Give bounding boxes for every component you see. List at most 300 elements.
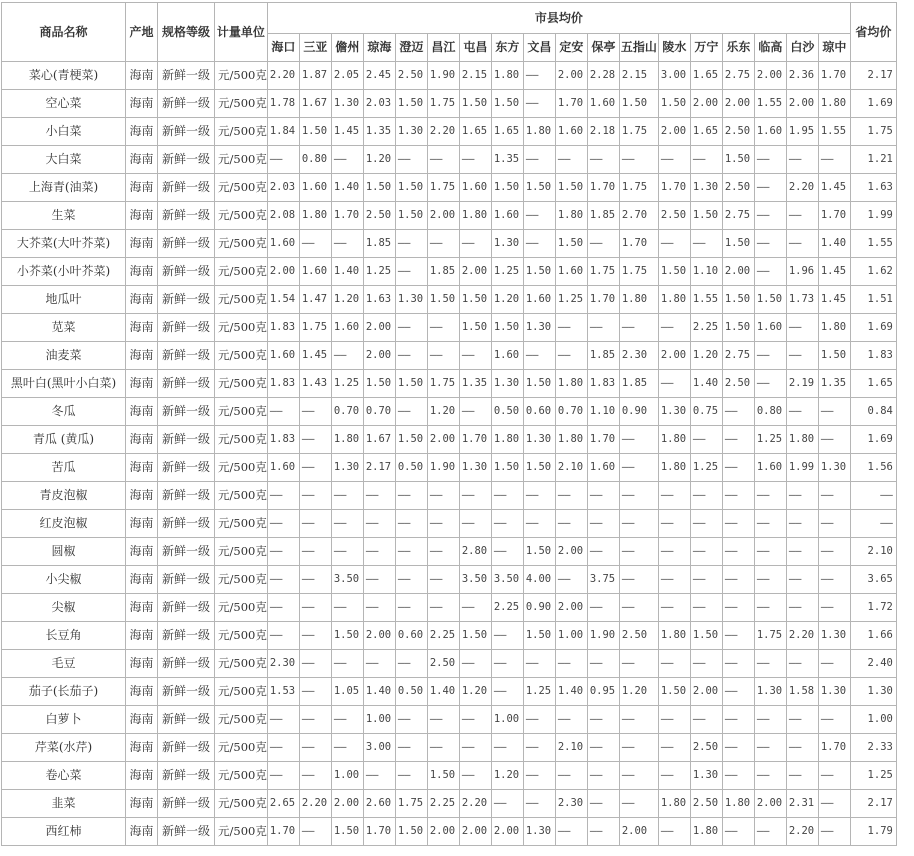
city-price-cell: —— — [299, 594, 331, 622]
city-price-cell: 1.65 — [491, 118, 523, 146]
header-origin: 产地 — [126, 3, 158, 62]
city-price-cell: 1.40 — [331, 174, 363, 202]
city-price-cell: —— — [722, 706, 754, 734]
city-price-cell: —— — [267, 594, 299, 622]
product-name-cell: 小尖椒 — [2, 566, 126, 594]
product-name-cell: 芹菜(水芹) — [2, 734, 126, 762]
city-price-cell: 2.00 — [754, 62, 786, 90]
province-avg-cell: 2.17 — [850, 790, 896, 818]
grade-cell: 新鲜一级 — [158, 622, 215, 650]
city-price-cell: —— — [754, 706, 786, 734]
origin-cell: 海南 — [126, 230, 158, 258]
city-price-cell: —— — [754, 174, 786, 202]
city-price-cell: —— — [299, 762, 331, 790]
city-price-cell: —— — [690, 538, 722, 566]
city-price-cell: —— — [619, 790, 658, 818]
city-price-cell: 1.00 — [363, 706, 395, 734]
province-avg-cell: 1.63 — [850, 174, 896, 202]
city-price-cell: 2.03 — [267, 174, 299, 202]
city-price-cell: —— — [331, 650, 363, 678]
city-price-cell: 2.00 — [331, 790, 363, 818]
city-price-cell: 1.45 — [818, 258, 850, 286]
city-price-cell: 2.00 — [363, 314, 395, 342]
city-price-cell: —— — [491, 538, 523, 566]
city-price-cell: —— — [299, 678, 331, 706]
city-price-cell: —— — [331, 734, 363, 762]
city-price-cell: 1.30 — [818, 454, 850, 482]
city-price-cell: —— — [690, 706, 722, 734]
unit-cell: 元/500克 — [215, 482, 268, 510]
city-price-cell: —— — [299, 538, 331, 566]
unit-cell: 元/500克 — [215, 202, 268, 230]
city-price-cell: —— — [523, 510, 555, 538]
province-avg-cell: 1.30 — [850, 678, 896, 706]
table-row — [2, 482, 897, 510]
city-price-cell: 2.75 — [722, 62, 754, 90]
city-price-cell: 1.30 — [395, 118, 427, 146]
city-price-cell: —— — [786, 202, 818, 230]
city-price-cell: —— — [587, 650, 619, 678]
city-price-cell: 2.28 — [587, 62, 619, 90]
city-price-cell: —— — [619, 538, 658, 566]
city-price-cell: 2.00 — [658, 118, 690, 146]
city-price-cell: 1.10 — [587, 398, 619, 426]
product-name-cell: 长豆角 — [2, 622, 126, 650]
province-avg-cell: 1.00 — [850, 706, 896, 734]
city-price-cell: —— — [267, 622, 299, 650]
city-price-cell: 1.80 — [818, 90, 850, 118]
city-price-cell: 1.60 — [754, 314, 786, 342]
city-price-cell: —— — [299, 818, 331, 846]
province-avg-cell: 1.21 — [850, 146, 896, 174]
product-name-cell: 大芥菜(大叶芥菜) — [2, 230, 126, 258]
city-price-cell: —— — [722, 678, 754, 706]
unit-cell: 元/500克 — [215, 62, 268, 90]
city-price-cell: —— — [619, 706, 658, 734]
city-price-cell: —— — [658, 230, 690, 258]
city-price-cell: —— — [363, 566, 395, 594]
grade-cell: 新鲜一级 — [158, 734, 215, 762]
city-price-cell: 1.30 — [690, 762, 722, 790]
city-price-cell: —— — [267, 706, 299, 734]
grade-cell: 新鲜一级 — [158, 454, 215, 482]
city-price-cell: —— — [818, 146, 850, 174]
city-price-cell: —— — [818, 706, 850, 734]
city-price-cell: 1.65 — [459, 118, 491, 146]
table-row — [2, 818, 897, 846]
city-price-cell: —— — [555, 566, 587, 594]
city-price-cell: 1.50 — [395, 202, 427, 230]
table-row — [2, 90, 897, 118]
grade-cell: 新鲜一级 — [158, 370, 215, 398]
city-price-cell: —— — [267, 146, 299, 174]
city-price-cell: —— — [395, 538, 427, 566]
city-price-cell: 2.20 — [267, 62, 299, 90]
origin-cell: 海南 — [126, 566, 158, 594]
header-city: 五指山 — [619, 34, 658, 62]
city-price-cell: 1.35 — [459, 370, 491, 398]
city-price-cell: 1.47 — [299, 286, 331, 314]
city-price-cell: —— — [331, 538, 363, 566]
city-price-cell: 2.17 — [363, 454, 395, 482]
city-price-cell: —— — [786, 762, 818, 790]
table-row — [2, 538, 897, 566]
unit-cell: 元/500克 — [215, 90, 268, 118]
city-price-cell: 2.00 — [722, 258, 754, 286]
city-price-cell: 2.20 — [786, 174, 818, 202]
city-price-cell: —— — [754, 202, 786, 230]
city-price-cell: —— — [818, 790, 850, 818]
city-price-cell: 1.60 — [523, 286, 555, 314]
city-price-cell: 3.00 — [363, 734, 395, 762]
city-price-cell: 1.70 — [587, 174, 619, 202]
city-price-cell: —— — [722, 482, 754, 510]
city-price-cell: —— — [786, 734, 818, 762]
city-price-cell: 1.35 — [491, 146, 523, 174]
city-price-cell: —— — [690, 594, 722, 622]
city-price-cell: 1.96 — [786, 258, 818, 286]
grade-cell: 新鲜一级 — [158, 650, 215, 678]
city-price-cell: 2.10 — [555, 734, 587, 762]
city-price-cell: 1.55 — [690, 286, 722, 314]
city-price-cell: 1.40 — [555, 678, 587, 706]
city-price-cell: —— — [658, 482, 690, 510]
city-price-cell: —— — [722, 454, 754, 482]
city-price-cell: 1.50 — [523, 258, 555, 286]
city-price-cell: 1.50 — [395, 818, 427, 846]
header-city: 万宁 — [690, 34, 722, 62]
city-price-cell: 1.20 — [491, 286, 523, 314]
city-price-cell: 2.05 — [331, 62, 363, 90]
city-price-cell: 2.20 — [427, 118, 459, 146]
product-name-cell: 空心菜 — [2, 90, 126, 118]
city-price-cell: 1.60 — [754, 118, 786, 146]
province-avg-cell: 1.62 — [850, 258, 896, 286]
origin-cell: 海南 — [126, 118, 158, 146]
city-price-cell: —— — [427, 734, 459, 762]
city-price-cell: —— — [363, 650, 395, 678]
city-price-cell: 2.00 — [459, 258, 491, 286]
city-price-cell: 0.75 — [690, 398, 722, 426]
city-price-cell: 1.05 — [331, 678, 363, 706]
grade-cell: 新鲜一级 — [158, 762, 215, 790]
city-price-cell: 2.25 — [690, 314, 722, 342]
city-price-cell: —— — [331, 342, 363, 370]
origin-cell: 海南 — [126, 398, 158, 426]
product-name-cell: 青皮泡椒 — [2, 482, 126, 510]
city-price-cell: 2.75 — [722, 202, 754, 230]
city-price-cell: 1.20 — [363, 146, 395, 174]
city-price-cell: —— — [587, 314, 619, 342]
unit-cell: 元/500克 — [215, 146, 268, 174]
city-price-cell: —— — [818, 818, 850, 846]
origin-cell: 海南 — [126, 678, 158, 706]
city-price-cell: 1.20 — [331, 286, 363, 314]
city-price-cell: —— — [523, 62, 555, 90]
city-price-cell: 1.50 — [523, 454, 555, 482]
city-price-cell: —— — [491, 678, 523, 706]
city-price-cell: 1.45 — [818, 286, 850, 314]
unit-cell: 元/500克 — [215, 594, 268, 622]
city-price-cell: 1.70 — [363, 818, 395, 846]
city-price-cell: 2.45 — [363, 62, 395, 90]
city-price-cell: —— — [786, 538, 818, 566]
product-name-cell: 西红柿 — [2, 818, 126, 846]
city-price-cell: —— — [395, 482, 427, 510]
city-price-cell: 2.25 — [491, 594, 523, 622]
city-price-cell: 1.25 — [523, 678, 555, 706]
city-price-cell: —— — [299, 230, 331, 258]
city-price-cell: 1.50 — [658, 258, 690, 286]
city-price-cell: —— — [818, 650, 850, 678]
header-city: 昌江 — [427, 34, 459, 62]
city-price-cell: 1.60 — [754, 454, 786, 482]
city-price-cell: 1.30 — [818, 622, 850, 650]
header-city: 儋州 — [331, 34, 363, 62]
city-price-cell: 1.30 — [523, 818, 555, 846]
unit-cell: 元/500克 — [215, 174, 268, 202]
city-price-cell: 1.40 — [363, 678, 395, 706]
city-price-cell: 0.70 — [363, 398, 395, 426]
city-price-cell: 1.20 — [459, 678, 491, 706]
city-price-cell: —— — [658, 818, 690, 846]
city-price-cell: 0.50 — [395, 454, 427, 482]
grade-cell: 新鲜一级 — [158, 118, 215, 146]
origin-cell: 海南 — [126, 314, 158, 342]
city-price-cell: 2.50 — [658, 202, 690, 230]
city-price-cell: —— — [658, 146, 690, 174]
city-price-cell: 1.80 — [555, 370, 587, 398]
table-header — [2, 3, 897, 62]
product-name-cell: 菜心(青梗菜) — [2, 62, 126, 90]
city-price-cell: 1.60 — [555, 258, 587, 286]
city-price-cell: —— — [722, 538, 754, 566]
city-price-cell: 2.20 — [786, 818, 818, 846]
city-price-cell: 1.54 — [267, 286, 299, 314]
city-price-cell: 2.50 — [690, 734, 722, 762]
city-price-cell: —— — [523, 790, 555, 818]
product-name-cell: 大白菜 — [2, 146, 126, 174]
grade-cell: 新鲜一级 — [158, 482, 215, 510]
city-price-cell: 1.40 — [427, 678, 459, 706]
city-price-cell: —— — [754, 594, 786, 622]
city-price-cell: 1.50 — [523, 370, 555, 398]
city-price-cell: 1.50 — [363, 370, 395, 398]
city-price-cell: —— — [267, 734, 299, 762]
city-price-cell: —— — [619, 566, 658, 594]
province-avg-cell: 1.83 — [850, 342, 896, 370]
table-row — [2, 426, 897, 454]
city-price-cell: 1.60 — [491, 202, 523, 230]
city-price-cell: —— — [395, 146, 427, 174]
table-row — [2, 118, 897, 146]
city-price-cell: 1.20 — [427, 398, 459, 426]
city-price-cell: 2.00 — [459, 818, 491, 846]
city-price-cell: 1.67 — [363, 426, 395, 454]
city-price-cell: 1.43 — [299, 370, 331, 398]
city-price-cell: —— — [658, 706, 690, 734]
city-price-cell: 0.95 — [587, 678, 619, 706]
city-price-cell: 1.50 — [395, 174, 427, 202]
city-price-cell: 1.55 — [754, 90, 786, 118]
city-price-cell: 1.30 — [459, 454, 491, 482]
city-price-cell: 1.70 — [459, 426, 491, 454]
city-price-cell: 1.30 — [491, 370, 523, 398]
city-price-cell: 1.60 — [555, 118, 587, 146]
table-row — [2, 650, 897, 678]
city-price-cell: 1.45 — [818, 174, 850, 202]
city-price-cell: —— — [690, 146, 722, 174]
product-name-cell: 卷心菜 — [2, 762, 126, 790]
city-price-cell: —— — [786, 566, 818, 594]
city-price-cell: 1.30 — [331, 90, 363, 118]
city-price-cell: —— — [491, 734, 523, 762]
city-price-cell: —— — [299, 398, 331, 426]
city-price-cell: —— — [363, 594, 395, 622]
header-city: 保亭 — [587, 34, 619, 62]
city-price-cell: —— — [267, 398, 299, 426]
header-city: 白沙 — [786, 34, 818, 62]
city-price-cell: —— — [395, 342, 427, 370]
city-price-cell: —— — [722, 622, 754, 650]
city-price-cell: 1.70 — [331, 202, 363, 230]
city-price-cell: 1.50 — [722, 314, 754, 342]
city-price-cell: 1.60 — [267, 454, 299, 482]
table-row — [2, 230, 897, 258]
city-price-cell: —— — [818, 398, 850, 426]
city-price-cell: —— — [587, 482, 619, 510]
city-price-cell: —— — [427, 342, 459, 370]
city-price-cell: —— — [299, 650, 331, 678]
city-price-cell: 1.50 — [459, 622, 491, 650]
header-city: 乐东 — [722, 34, 754, 62]
city-price-cell: —— — [658, 314, 690, 342]
city-price-cell: 2.10 — [555, 454, 587, 482]
product-name-cell: 韭菜 — [2, 790, 126, 818]
city-price-cell: —— — [658, 650, 690, 678]
origin-cell: 海南 — [126, 342, 158, 370]
origin-cell: 海南 — [126, 818, 158, 846]
city-price-cell: 1.50 — [427, 286, 459, 314]
city-price-cell: 1.80 — [555, 202, 587, 230]
product-name-cell: 红皮泡椒 — [2, 510, 126, 538]
province-avg-cell: 1.79 — [850, 818, 896, 846]
city-price-cell: 1.25 — [754, 426, 786, 454]
city-price-cell: —— — [619, 650, 658, 678]
product-name-cell: 茄子(长茄子) — [2, 678, 126, 706]
city-price-cell: 2.00 — [722, 90, 754, 118]
city-price-cell: —— — [491, 622, 523, 650]
city-price-cell: —— — [658, 510, 690, 538]
origin-cell: 海南 — [126, 790, 158, 818]
city-price-cell: 2.03 — [363, 90, 395, 118]
city-price-cell: 2.00 — [690, 90, 722, 118]
city-price-cell: —— — [459, 510, 491, 538]
province-avg-cell: 1.69 — [850, 90, 896, 118]
product-name-cell: 小白菜 — [2, 118, 126, 146]
city-price-cell: —— — [427, 314, 459, 342]
city-price-cell: 1.10 — [690, 258, 722, 286]
table-row — [2, 314, 897, 342]
city-price-cell: 1.45 — [299, 342, 331, 370]
city-price-cell: 2.50 — [427, 650, 459, 678]
city-price-cell: 1.75 — [427, 90, 459, 118]
unit-cell: 元/500克 — [215, 650, 268, 678]
city-price-cell: 2.60 — [363, 790, 395, 818]
city-price-cell: 2.50 — [690, 790, 722, 818]
city-price-cell: —— — [523, 650, 555, 678]
city-price-cell: —— — [658, 734, 690, 762]
unit-cell: 元/500克 — [215, 426, 268, 454]
city-price-cell: 1.73 — [786, 286, 818, 314]
city-price-cell: 1.50 — [459, 314, 491, 342]
table-row — [2, 706, 897, 734]
table-row — [2, 62, 897, 90]
city-price-cell: 1.50 — [722, 230, 754, 258]
province-avg-cell: 2.10 — [850, 538, 896, 566]
city-price-cell: —— — [363, 482, 395, 510]
city-price-cell: 1.30 — [523, 314, 555, 342]
header-name: 商品名称 — [2, 3, 126, 62]
city-price-cell: —— — [754, 258, 786, 286]
province-avg-cell: 1.66 — [850, 622, 896, 650]
city-price-cell: —— — [658, 370, 690, 398]
unit-cell: 元/500克 — [215, 734, 268, 762]
city-price-cell: —— — [523, 230, 555, 258]
province-avg-cell: 1.25 — [850, 762, 896, 790]
city-price-cell: —— — [587, 762, 619, 790]
city-price-cell: —— — [619, 482, 658, 510]
city-price-cell: —— — [363, 538, 395, 566]
city-price-cell: 1.78 — [267, 90, 299, 118]
origin-cell: 海南 — [126, 202, 158, 230]
city-price-cell: —— — [395, 650, 427, 678]
city-price-cell: 2.18 — [587, 118, 619, 146]
city-price-cell: 1.67 — [299, 90, 331, 118]
province-avg-cell: 1.99 — [850, 202, 896, 230]
header-unit: 计量单位 — [215, 3, 268, 62]
city-price-cell: 1.80 — [523, 118, 555, 146]
city-price-cell: 1.50 — [491, 314, 523, 342]
city-price-cell: 1.80 — [658, 286, 690, 314]
province-avg-cell: 1.56 — [850, 454, 896, 482]
unit-cell: 元/500克 — [215, 538, 268, 566]
province-avg-cell: 3.65 — [850, 566, 896, 594]
city-price-cell: —— — [722, 566, 754, 594]
unit-cell: 元/500克 — [215, 230, 268, 258]
city-price-cell: —— — [786, 510, 818, 538]
grade-cell: 新鲜一级 — [158, 426, 215, 454]
city-price-cell: 1.80 — [619, 286, 658, 314]
city-price-cell: —— — [459, 230, 491, 258]
unit-cell: 元/500克 — [215, 314, 268, 342]
city-price-cell: —— — [395, 314, 427, 342]
city-price-cell: 1.30 — [331, 454, 363, 482]
product-name-cell: 白萝卜 — [2, 706, 126, 734]
origin-cell: 海南 — [126, 370, 158, 398]
city-price-cell: —— — [587, 734, 619, 762]
city-price-cell: 1.45 — [331, 118, 363, 146]
city-price-cell: —— — [267, 538, 299, 566]
province-avg-cell: 2.40 — [850, 650, 896, 678]
city-price-cell: 1.75 — [299, 314, 331, 342]
unit-cell: 元/500克 — [215, 790, 268, 818]
city-price-cell: —— — [587, 230, 619, 258]
city-price-cell: 1.50 — [459, 90, 491, 118]
city-price-cell: 2.50 — [722, 118, 754, 146]
grade-cell: 新鲜一级 — [158, 706, 215, 734]
city-price-cell: 1.90 — [427, 62, 459, 90]
